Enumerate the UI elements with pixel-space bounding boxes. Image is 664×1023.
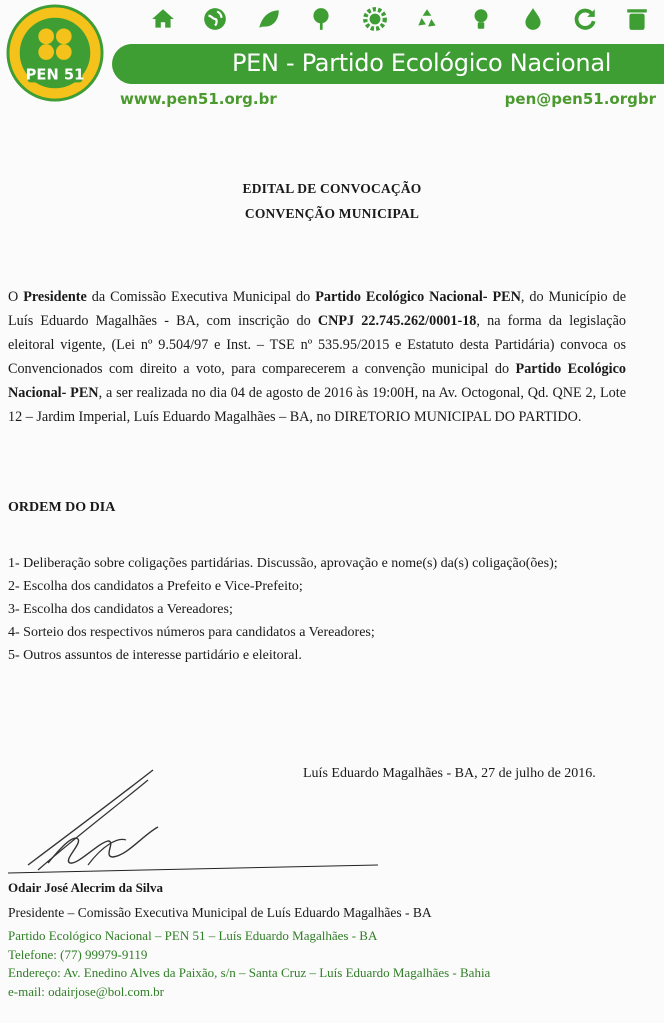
icon-row	[150, 6, 650, 36]
agenda-list	[8, 552, 608, 667]
signatory-name: Odair José Alecrim da Silva	[8, 880, 164, 895]
water-drop-icon	[520, 6, 546, 32]
agenda-item: 4- Sorteio dos respectivos números para candidatos a Vereadores;	[8, 625, 375, 640]
para-text: da Comissão Executiva Municipal do	[86, 289, 316, 305]
footer-phone: Telefone: (77) 99979-9119	[8, 946, 148, 962]
email-link[interactable]: pen@pen51.orgbr	[504, 90, 656, 108]
signatory-role: Presidente – Comissão Executiva Municipal de Luís Eduardo Magalhães - BA	[8, 905, 432, 920]
lightbulb-icon	[468, 6, 494, 32]
pen51-logo	[6, 4, 104, 102]
header-banner	[112, 44, 664, 84]
para-bold: Presidente	[23, 289, 87, 305]
document-title: EDITAL DE CONVOCAÇÃO	[242, 181, 422, 196]
para-text: , a ser realizada no dia 04 de agosto de 2016 às 19:00H, na Av. Octogonal, Qd. QNE 2, Lote 12 – Jardim Imperial, Luís Eduardo Magalhães – BA, no DIRETORIO MUNICIPAL DO PARTIDO.	[8, 385, 626, 425]
recycle-icon	[414, 6, 440, 32]
agenda-item: 3- Escolha dos candidatos a Vereadores;	[8, 602, 233, 617]
logo-text: PEN 51	[25, 66, 85, 84]
place-date: Luís Eduardo Magalhães - BA, 27 de julho de 2016.	[303, 766, 596, 781]
globe-icon	[202, 6, 228, 32]
footer-contact	[8, 927, 490, 1001]
agenda-item: 2- Escolha dos candidatos a Prefeito e Vice-Prefeito;	[8, 579, 303, 594]
para-text: , na forma da legislação eleitoral vigente, (Lei nº 9.504/97 e Inst. – TSE nº 535.95/2015 e Estatuto desta Partidária) convoca os Convencionados com direito a voto, para comparecerem a convenção municipal do	[8, 313, 626, 377]
para-bold: CNPJ 22.745.262/0001-18	[317, 313, 477, 329]
document-subtitle: CONVENÇÃO MUNICIPAL	[244, 206, 420, 221]
refresh-icon	[572, 6, 598, 32]
footer-address: Endereço: Av. Enedino Alves da Paixão, s/n – Santa Cruz – Luís Eduardo Magalhães - Bahia	[8, 965, 491, 980]
house-icon	[150, 6, 176, 32]
agenda-item: 5- Outros assuntos de interesse partidário e eleitoral.	[8, 648, 302, 663]
convocation-paragraph	[8, 285, 626, 429]
leaf-icon	[256, 6, 282, 32]
agenda-item: 1- Deliberação sobre coligações partidárias. Discussão, aprovação e nome(s) da(s) coligação(ões);	[8, 556, 558, 571]
tree-icon	[308, 6, 334, 32]
footer-party: Partido Ecológico Nacional – PEN 51 – Luís Eduardo Magalhães - BA	[8, 928, 378, 943]
website-link[interactable]: www.pen51.org.br	[120, 90, 277, 108]
para-bold: Partido Ecológico Nacional- PEN	[315, 289, 521, 305]
para-text: O	[8, 289, 24, 305]
para-text: , do Município de Luís Eduardo Magalhães - BA, com inscrição do	[8, 289, 626, 329]
footer-email[interactable]: e-mail: odairjose@bol.com.br	[8, 983, 165, 999]
gear-icon	[362, 6, 388, 32]
para-bold: Partido Ecológico Nacional- PEN	[8, 361, 626, 401]
banner-title: PEN - Partido Ecológico Nacional	[232, 49, 612, 77]
trash-icon	[624, 6, 650, 32]
handwritten-signature	[8, 765, 388, 885]
agenda-heading: ORDEM DO DIA	[8, 500, 116, 515]
